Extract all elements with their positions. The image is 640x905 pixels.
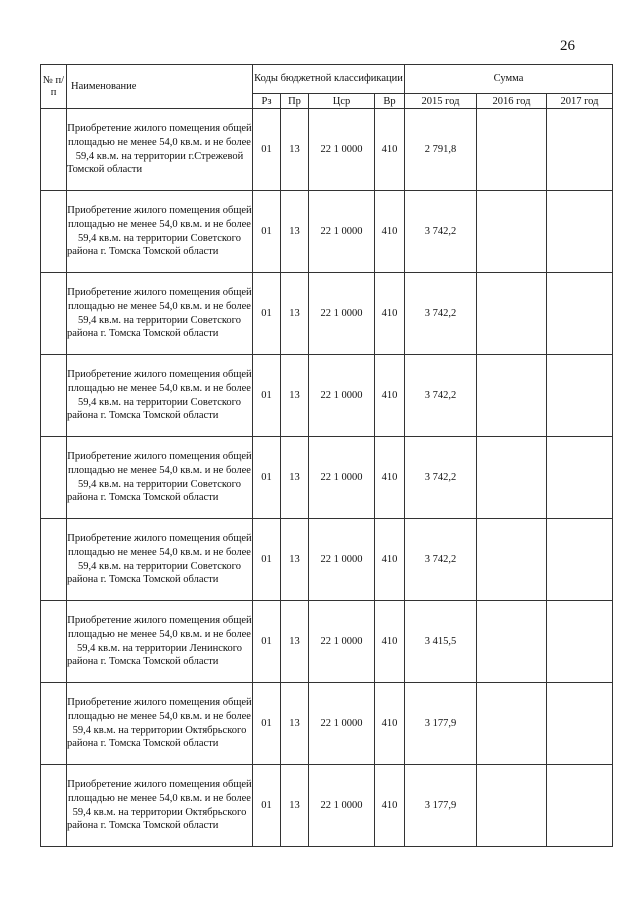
row-pr: 13 [281, 191, 309, 273]
row-2016 [477, 355, 547, 437]
row-number [41, 109, 67, 191]
row-2017 [547, 519, 613, 601]
table-body [41, 109, 613, 847]
row-2015: 3 177,9 [405, 765, 477, 847]
row-2015: 2 791,8 [405, 109, 477, 191]
row-number [41, 437, 67, 519]
table-row [41, 437, 613, 519]
row-name: Приобретение жилого помещения общей площадью не менее 54,0 кв.м. и не более 59,4 кв.м. на территории Советского района г. Томска Томской области [67, 437, 253, 519]
row-vr: 410 [375, 355, 405, 437]
row-2016 [477, 437, 547, 519]
row-vr: 410 [375, 683, 405, 765]
row-vr: 410 [375, 191, 405, 273]
row-rz: 01 [253, 273, 281, 355]
row-2015: 3 177,9 [405, 683, 477, 765]
header-codes-group: Коды бюджетной классификации [253, 65, 405, 94]
row-rz: 01 [253, 519, 281, 601]
row-csr: 22 1 0000 [309, 191, 375, 273]
table-row [41, 109, 613, 191]
row-2016 [477, 683, 547, 765]
row-2016 [477, 191, 547, 273]
header-rz: Рз [253, 94, 281, 109]
header-pr: Пр [281, 94, 309, 109]
row-name: Приобретение жилого помещения общей площадью не менее 54,0 кв.м. и не более 59,4 кв.м. на территории Советского района г. Томска Томской области [67, 519, 253, 601]
table-row [41, 273, 613, 355]
header-row-top [41, 65, 613, 94]
row-vr: 410 [375, 601, 405, 683]
row-2017 [547, 191, 613, 273]
row-pr: 13 [281, 601, 309, 683]
header-2017: 2017 год [547, 94, 613, 109]
table-row [41, 601, 613, 683]
row-vr: 410 [375, 109, 405, 191]
row-rz: 01 [253, 191, 281, 273]
table-row [41, 765, 613, 847]
table-row [41, 355, 613, 437]
header-2015: 2015 год [405, 94, 477, 109]
row-csr: 22 1 0000 [309, 519, 375, 601]
row-rz: 01 [253, 437, 281, 519]
row-vr: 410 [375, 765, 405, 847]
row-2015: 3 742,2 [405, 519, 477, 601]
row-name: Приобретение жилого помещения общей площадью не менее 54,0 кв.м. и не более 59,4 кв.м. на территории Ленинского района г. Томска Томской области [67, 601, 253, 683]
row-2015: 3 415,5 [405, 601, 477, 683]
row-pr: 13 [281, 519, 309, 601]
header-sum-group: Сумма [405, 65, 613, 94]
row-2017 [547, 601, 613, 683]
header-name: Наименование [67, 65, 253, 109]
row-2016 [477, 273, 547, 355]
row-rz: 01 [253, 601, 281, 683]
row-pr: 13 [281, 437, 309, 519]
row-pr: 13 [281, 683, 309, 765]
row-rz: 01 [253, 683, 281, 765]
row-2015: 3 742,2 [405, 437, 477, 519]
header-csr: Цср [309, 94, 375, 109]
table-row [41, 683, 613, 765]
row-2017 [547, 765, 613, 847]
row-pr: 13 [281, 355, 309, 437]
row-csr: 22 1 0000 [309, 355, 375, 437]
row-number [41, 765, 67, 847]
row-2017 [547, 109, 613, 191]
row-csr: 22 1 0000 [309, 109, 375, 191]
row-2017 [547, 355, 613, 437]
table-row [41, 519, 613, 601]
row-rz: 01 [253, 765, 281, 847]
page-number: 26 [560, 38, 575, 54]
row-rz: 01 [253, 355, 281, 437]
row-2015: 3 742,2 [405, 191, 477, 273]
row-pr: 13 [281, 109, 309, 191]
row-csr: 22 1 0000 [309, 683, 375, 765]
budget-table [40, 64, 613, 847]
row-rz: 01 [253, 109, 281, 191]
row-name: Приобретение жилого помещения общей площадью не менее 54,0 кв.м. и не более 59,4 кв.м. на территории Советского района г. Томска Томской области [67, 355, 253, 437]
row-name: Приобретение жилого помещения общей площадью не менее 54,0 кв.м. и не более 59,4 кв.м. на территории Октябрьского района г. Томска Томской области [67, 765, 253, 847]
row-number [41, 273, 67, 355]
row-2017 [547, 437, 613, 519]
row-2015: 3 742,2 [405, 273, 477, 355]
row-vr: 410 [375, 273, 405, 355]
row-number [41, 191, 67, 273]
row-name: Приобретение жилого помещения общей площадью не менее 54,0 кв.м. и не более 59,4 кв.м. на территории Советского района г. Томска Томской области [67, 273, 253, 355]
row-csr: 22 1 0000 [309, 437, 375, 519]
row-name: Приобретение жилого помещения общей площадью не менее 54,0 кв.м. и не более 59,4 кв.м. на территории г.Стрежевой Томской области [67, 109, 253, 191]
header-vr: Вр [375, 94, 405, 109]
row-2015: 3 742,2 [405, 355, 477, 437]
row-name: Приобретение жилого помещения общей площадью не менее 54,0 кв.м. и не более 59,4 кв.м. на территории Октябрьского района г. Томска Томской области [67, 683, 253, 765]
row-pr: 13 [281, 273, 309, 355]
row-csr: 22 1 0000 [309, 273, 375, 355]
row-2016 [477, 765, 547, 847]
row-number [41, 601, 67, 683]
row-number [41, 519, 67, 601]
row-2017 [547, 273, 613, 355]
table-row [41, 191, 613, 273]
row-vr: 410 [375, 437, 405, 519]
row-number [41, 355, 67, 437]
row-2016 [477, 109, 547, 191]
row-number [41, 683, 67, 765]
row-name: Приобретение жилого помещения общей площадью не менее 54,0 кв.м. и не более 59,4 кв.м. на территории Советского района г. Томска Томской области [67, 191, 253, 273]
row-pr: 13 [281, 765, 309, 847]
row-csr: 22 1 0000 [309, 601, 375, 683]
header-num: № п/п [41, 65, 67, 109]
row-2017 [547, 683, 613, 765]
row-2016 [477, 519, 547, 601]
row-csr: 22 1 0000 [309, 765, 375, 847]
row-vr: 410 [375, 519, 405, 601]
row-2016 [477, 601, 547, 683]
header-2016: 2016 год [477, 94, 547, 109]
